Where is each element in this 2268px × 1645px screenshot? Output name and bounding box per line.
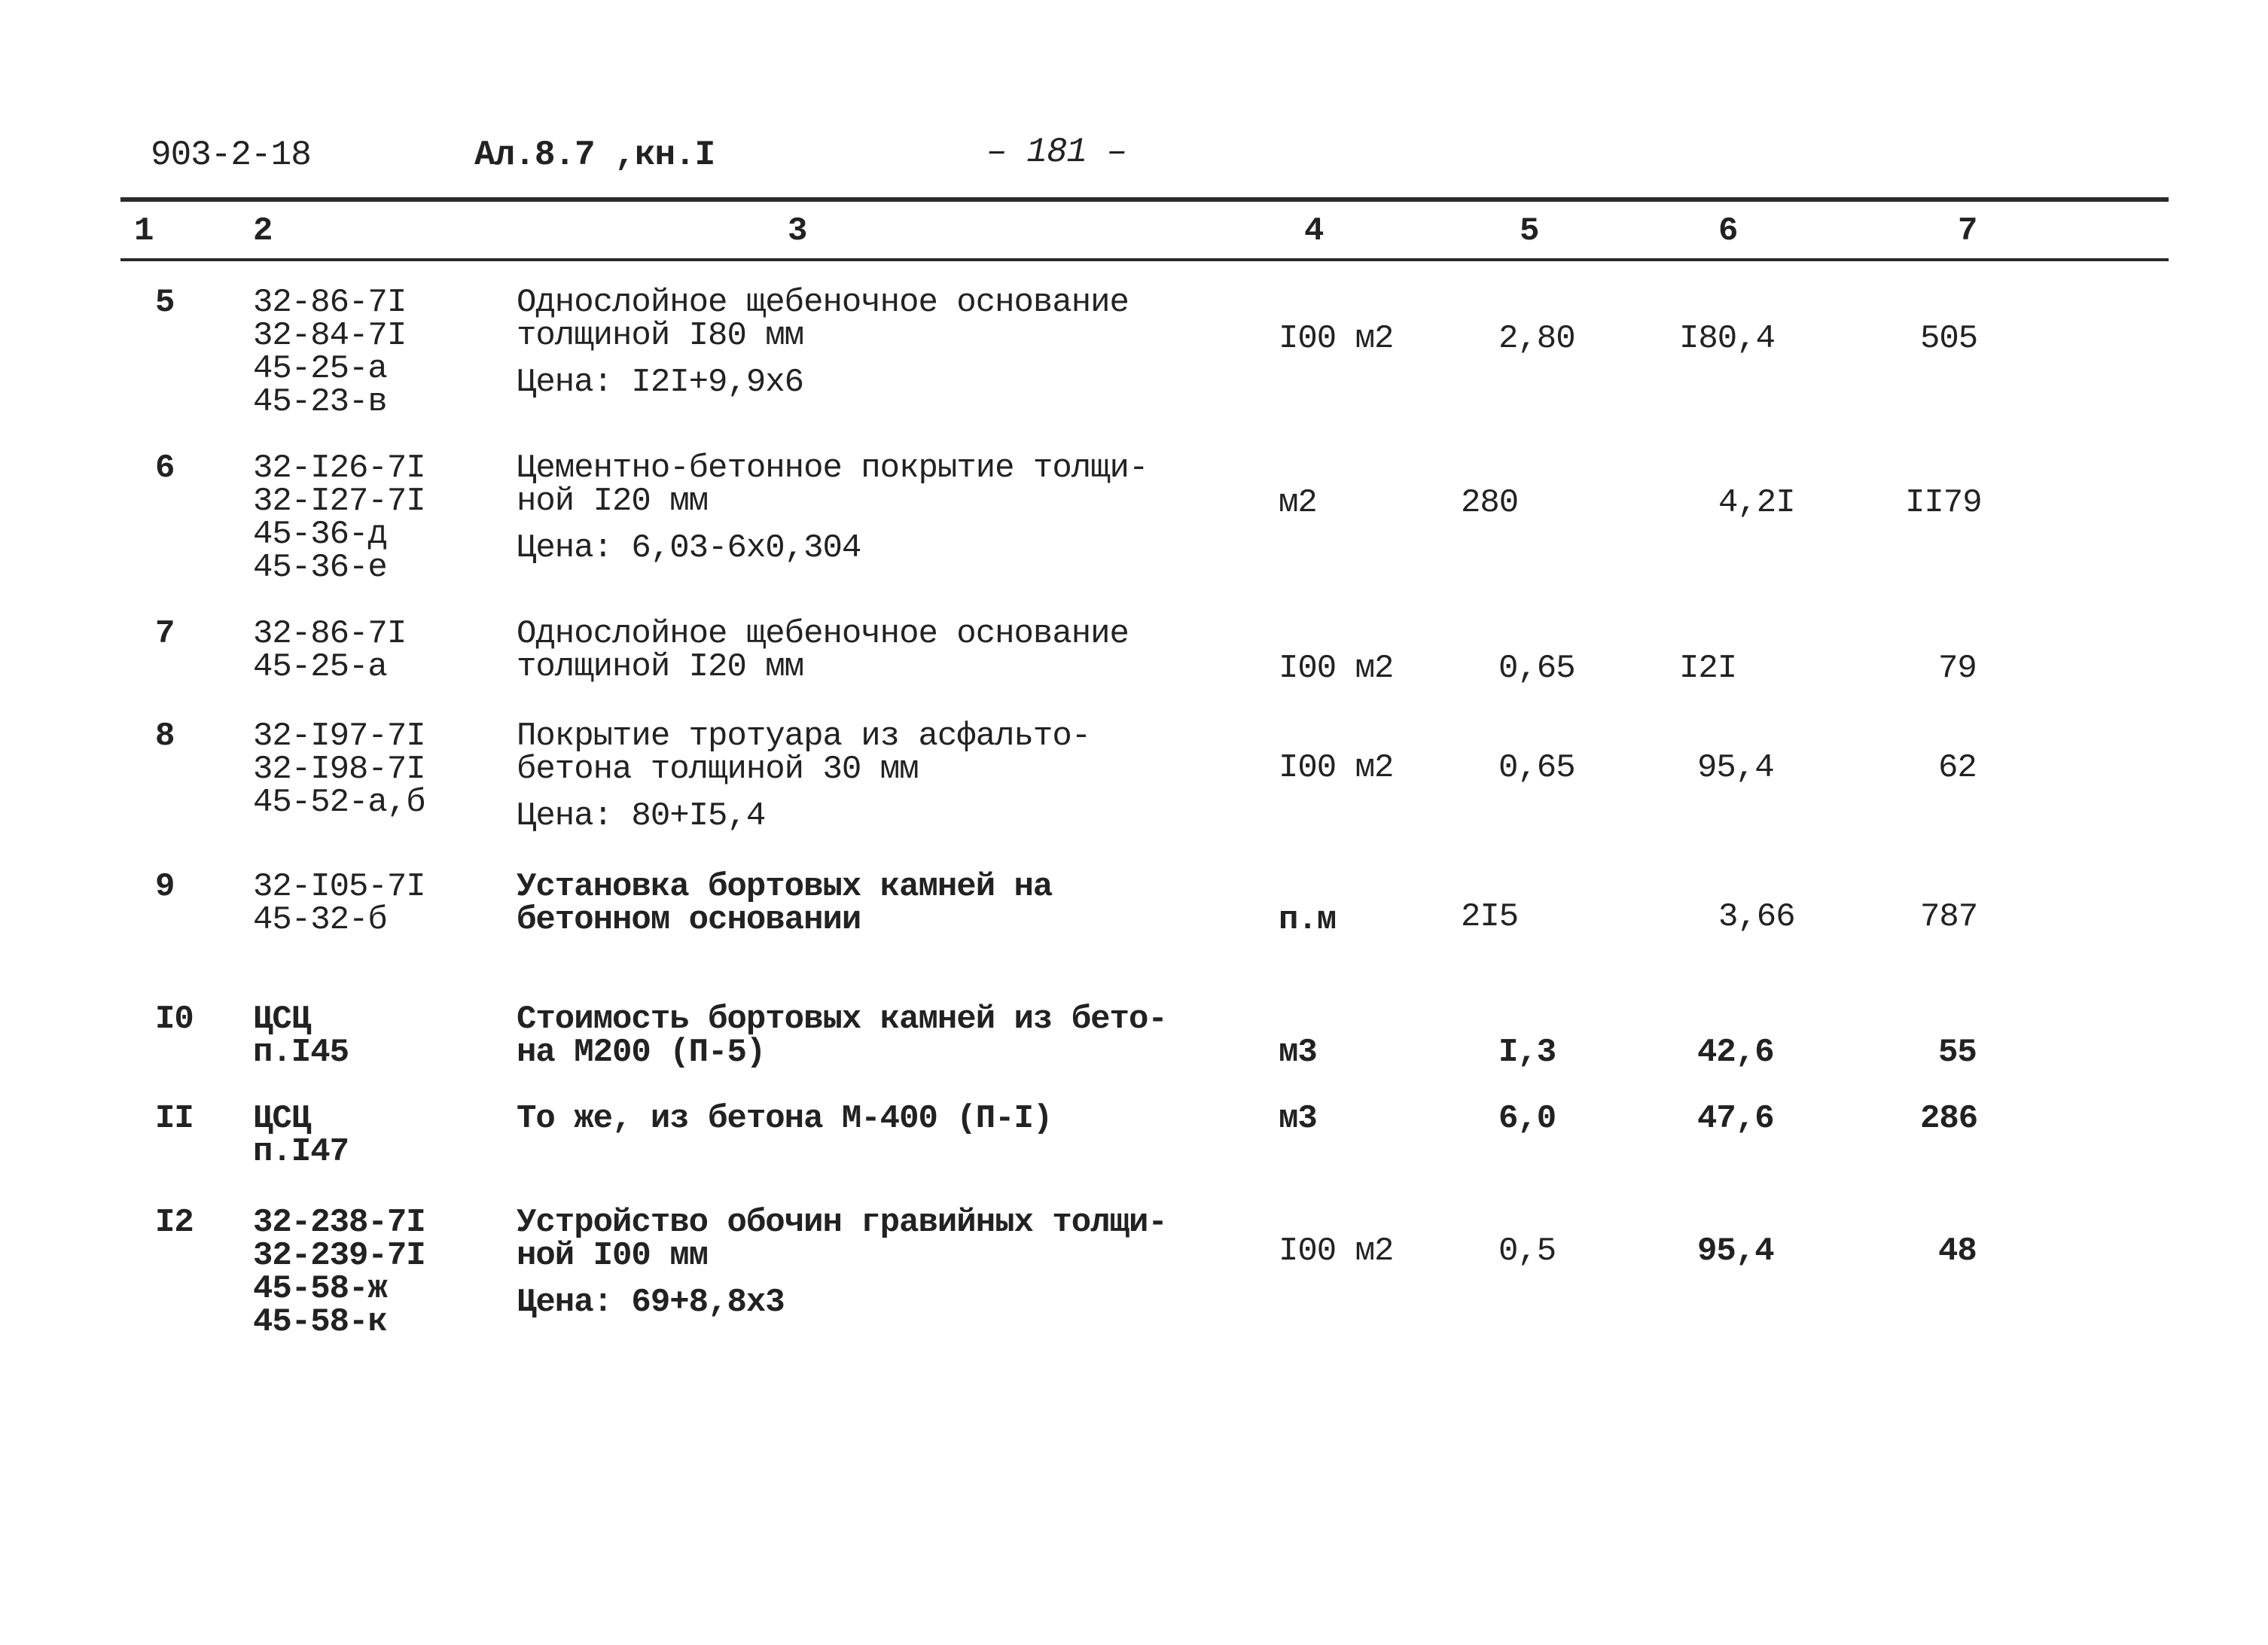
- row-6-unit-cost: 4,2I: [1718, 484, 1795, 522]
- row-9-codes: [253, 870, 425, 937]
- row-11-codes: [253, 1100, 349, 1171]
- column-number-4: 4: [1304, 212, 1325, 250]
- row-8-quantity: 0,65: [1498, 749, 1575, 787]
- code-line: 45-58-к: [253, 1303, 387, 1341]
- column-number-3: 3: [788, 212, 808, 250]
- row-7-unit: I00 м2: [1279, 650, 1394, 687]
- row-9-unit: п.м: [1279, 901, 1337, 939]
- row-9-quantity: 2I5: [1461, 898, 1519, 936]
- description-line: То же, из бетона М-400 (П-I): [517, 1100, 1053, 1138]
- code-line: 32-239-7I: [253, 1237, 425, 1275]
- code-line: 45-32-б: [253, 901, 387, 939]
- description-line: Однослойное щебеночное основание: [517, 615, 1129, 653]
- code-line: 32-I05-7I: [253, 868, 425, 906]
- code-line: 32-86-7I: [253, 284, 407, 321]
- row-8-codes: [253, 717, 425, 821]
- row-6-total: II79: [1905, 484, 1982, 522]
- row-8-unit: I00 м2: [1279, 749, 1394, 787]
- code-line: 45-25-а: [253, 648, 387, 686]
- row-8-description: [517, 717, 1091, 835]
- description-line: толщиной I20 мм: [517, 648, 804, 686]
- row-6-codes: [253, 449, 425, 586]
- row-12-unit-cost: 95,4: [1697, 1232, 1774, 1270]
- row-7-unit-cost: I2I: [1679, 650, 1737, 687]
- row-7-number: 7: [155, 615, 175, 653]
- row-11-number: II: [155, 1100, 194, 1138]
- description-line: Однослойное щебеночное основание: [517, 284, 1129, 321]
- row-8-total: 62: [1938, 749, 1977, 787]
- column-number-6: 6: [1718, 212, 1739, 250]
- description-line: бетонном основании: [517, 901, 861, 939]
- row-10-description: [517, 1003, 1167, 1069]
- row-7-quantity: 0,65: [1498, 650, 1575, 687]
- column-number-5: 5: [1520, 212, 1540, 250]
- description-line: на М200 (П-5): [517, 1034, 766, 1071]
- row-9-description: [517, 870, 1052, 937]
- code-line: 45-36-е: [253, 549, 387, 586]
- row-6-quantity: 280: [1461, 484, 1519, 522]
- code-line: 32-I97-7I: [253, 717, 425, 755]
- row-8-unit-cost: 95,4: [1697, 749, 1774, 787]
- top-rule: [120, 197, 2169, 202]
- row-11-total: 286: [1920, 1100, 1978, 1138]
- description-line: ной I20 мм: [517, 483, 709, 520]
- description-line: ной I00 мм: [517, 1237, 709, 1275]
- row-11-unit: м3: [1279, 1100, 1317, 1138]
- column-header-rule: [120, 258, 2169, 261]
- column-number-1: 1: [134, 212, 154, 250]
- price-formula: Цена: 80+I5,4: [517, 797, 766, 835]
- price-formula: Цена: 69+8,8х3: [517, 1284, 785, 1321]
- row-6-description: [517, 449, 1148, 567]
- description-line: Покрытие тротуара из асфальто-: [517, 717, 1091, 755]
- row-9-number: 9: [155, 868, 175, 906]
- description-line: Установка бортовых камней на: [517, 868, 1053, 906]
- row-5-total: 505: [1920, 320, 1978, 358]
- code-line: 32-84-7I: [253, 317, 407, 355]
- code-line: 32-238-7I: [253, 1204, 425, 1241]
- row-11-description: [517, 1100, 1053, 1138]
- code-line: ЦСЦ: [253, 1001, 311, 1038]
- row-12-total: 48: [1938, 1232, 1977, 1270]
- row-5-unit: I00 м2: [1279, 320, 1394, 358]
- code-line: 32-I98-7I: [253, 751, 425, 788]
- row-12-number: I2: [155, 1204, 194, 1241]
- row-7-codes: [253, 617, 406, 684]
- description-line: толщиной I80 мм: [517, 317, 804, 355]
- row-8-number: 8: [155, 717, 175, 755]
- row-9-total: 787: [1920, 898, 1978, 936]
- description-line: Цементно-бетонное покрытие толщи-: [517, 449, 1148, 487]
- row-5-unit-cost: I80,4: [1679, 320, 1776, 358]
- code-line: 45-25-а: [253, 350, 387, 388]
- row-10-number: I0: [155, 1001, 194, 1038]
- row-6-number: 6: [155, 449, 175, 487]
- description-line: Стоимость бортовых камней из бето-: [517, 1001, 1167, 1038]
- column-number-2: 2: [253, 212, 273, 250]
- row-11-unit-cost: 47,6: [1697, 1100, 1774, 1138]
- row-12-description: [517, 1206, 1167, 1319]
- row-5-codes: [253, 286, 406, 419]
- row-7-description: [517, 617, 1129, 684]
- row-12-quantity: 0,5: [1498, 1232, 1556, 1270]
- code-line: 45-23-в: [253, 383, 387, 421]
- code-line: п.I45: [253, 1034, 349, 1071]
- row-10-quantity: I,3: [1498, 1034, 1556, 1071]
- row-10-codes: [253, 1003, 349, 1069]
- code-line: п.I47: [253, 1133, 349, 1171]
- row-10-total: 55: [1938, 1034, 1977, 1071]
- row-10-unit-cost: 42,6: [1697, 1034, 1774, 1071]
- code-line: 32-86-7I: [253, 615, 407, 653]
- description-line: бетона толщиной 30 мм: [517, 751, 919, 788]
- row-11-quantity: 6,0: [1498, 1100, 1556, 1138]
- code-line: 32-I27-7I: [253, 483, 425, 520]
- code-line: 45-58-ж: [253, 1270, 387, 1308]
- description-line: Устройство обочин гравийных толщи-: [517, 1204, 1167, 1241]
- code-line: ЦСЦ: [253, 1100, 311, 1138]
- row-12-codes: [253, 1206, 425, 1339]
- row-10-unit: м3: [1279, 1034, 1317, 1071]
- code-line: 45-36-д: [253, 516, 387, 553]
- album-reference: Ал.8.7 ,кн.I: [474, 136, 715, 175]
- code-line: 45-52-а,б: [253, 784, 425, 821]
- page-number: – 181 –: [986, 133, 1127, 172]
- doc-code: 903-2-18: [151, 136, 311, 175]
- column-number-7: 7: [1958, 212, 1978, 250]
- row-9-unit-cost: 3,66: [1718, 898, 1795, 936]
- price-formula: Цена: I2I+9,9х6: [517, 364, 804, 401]
- row-5-quantity: 2,80: [1498, 320, 1575, 358]
- row-12-unit: I00 м2: [1279, 1232, 1394, 1270]
- row-6-unit: м2: [1279, 484, 1317, 522]
- price-formula: Цена: 6,03-6х0,304: [517, 529, 861, 567]
- row-5-description: [517, 286, 1129, 399]
- row-7-total: 79: [1938, 650, 1977, 687]
- code-line: 32-I26-7I: [253, 449, 425, 487]
- row-5-number: 5: [155, 284, 175, 321]
